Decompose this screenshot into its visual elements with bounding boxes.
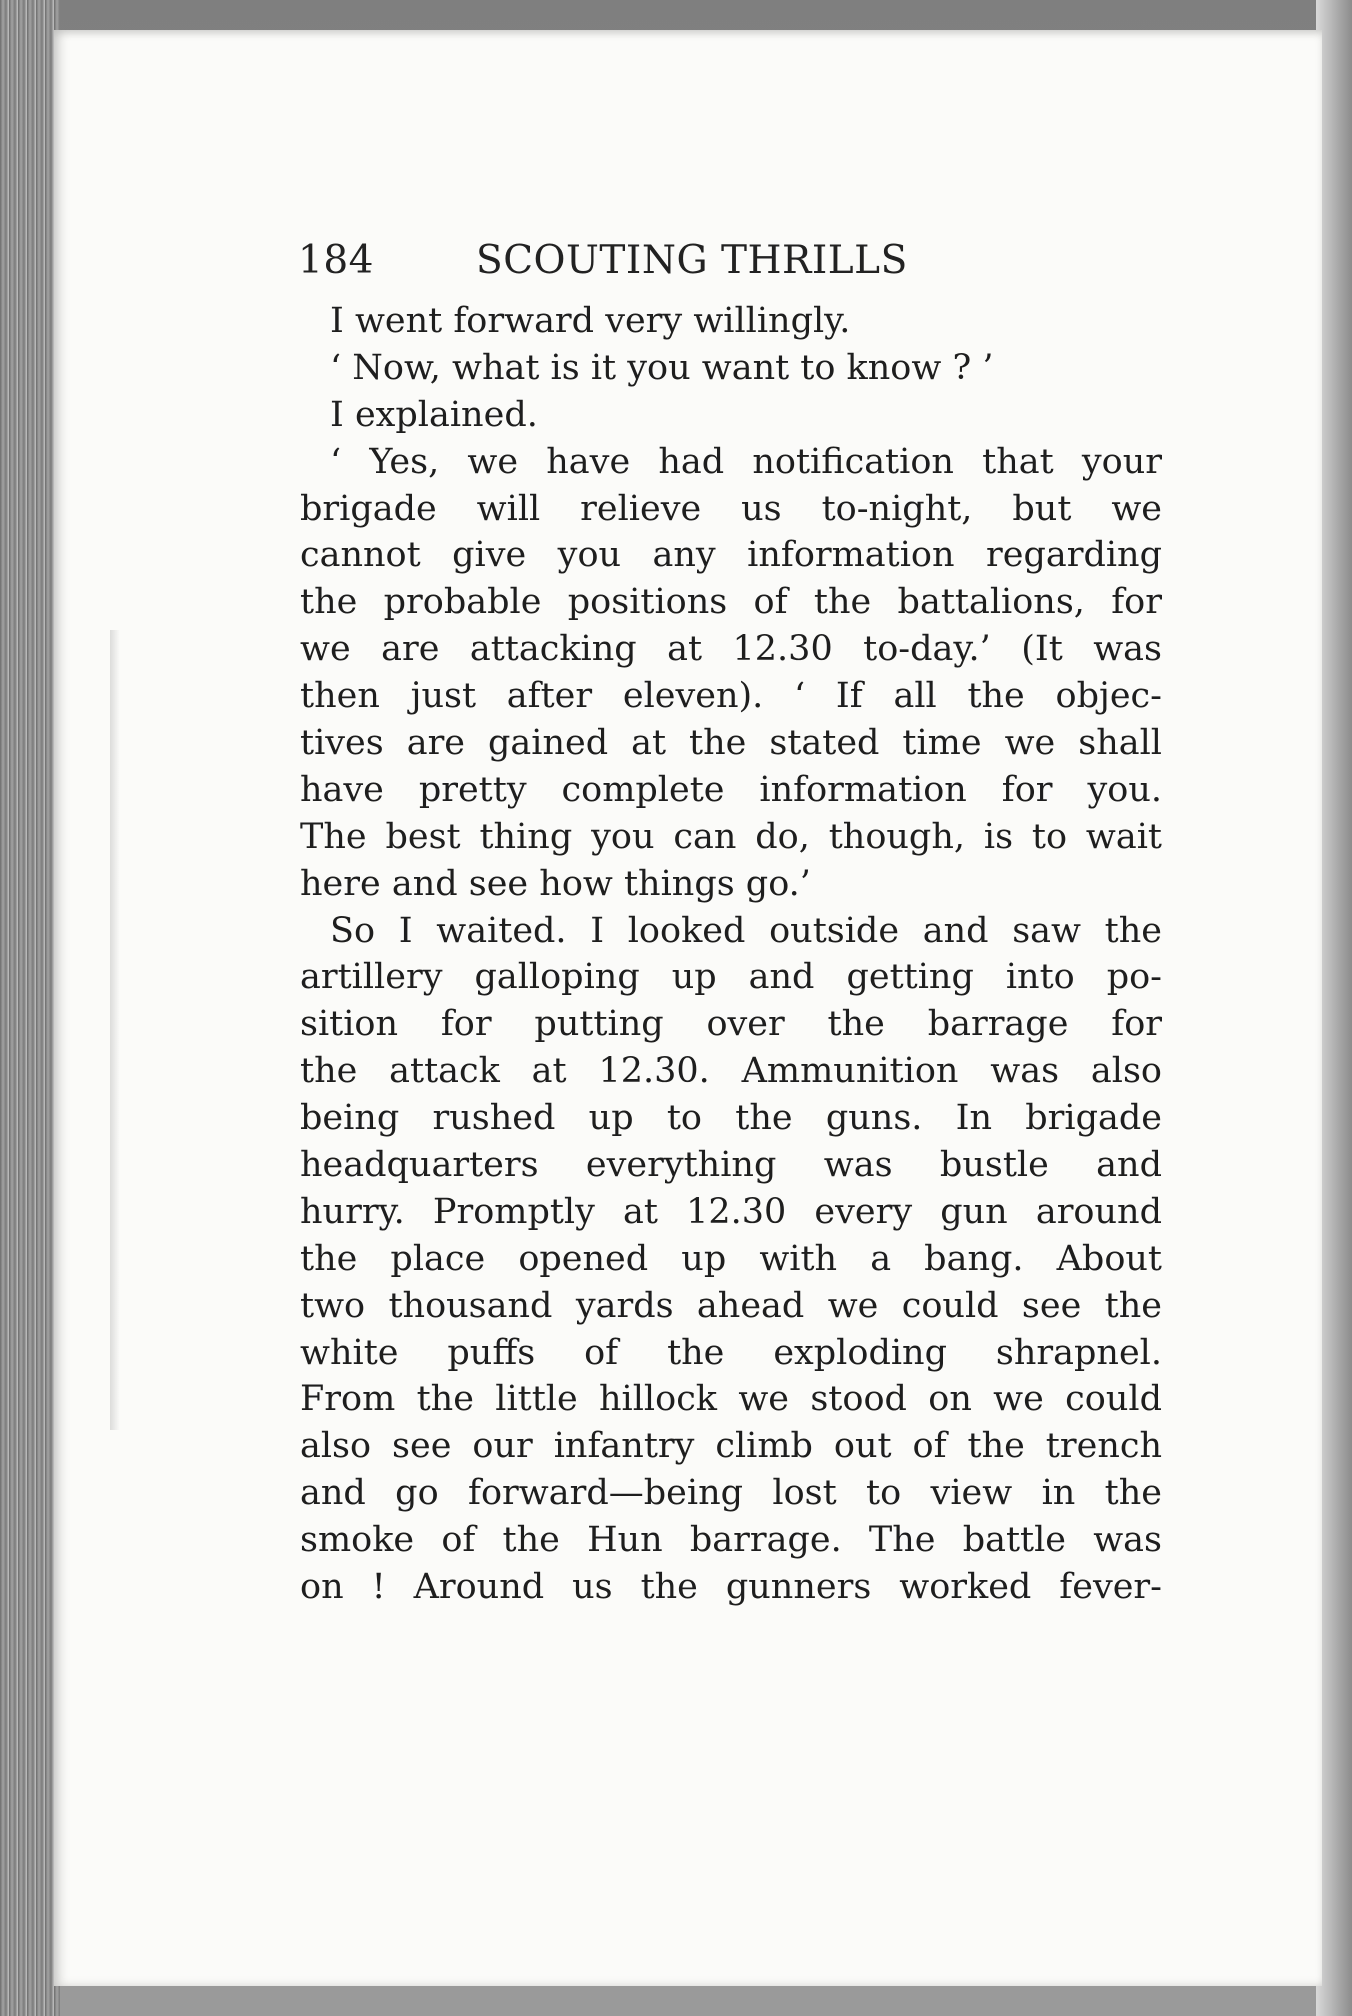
text-line: being rushed up to the guns. In brigade <box>300 1098 1162 1139</box>
running-title: SCOUTING THRILLS <box>476 238 908 283</box>
text-line: here and see how things go.’ <box>300 863 811 904</box>
body-text <box>300 298 1162 1611</box>
text-line: we are attacking at 12.30 to-day.’ (It was <box>300 629 1162 670</box>
text-line: brigade will relieve us to-night, but we <box>300 488 1162 529</box>
text-line: hurry. Promptly at 12.30 every gun around <box>300 1191 1162 1232</box>
text-line: ‘ Now, what is it you want to know ? ’ <box>330 347 994 388</box>
text-line: I went forward very willingly. <box>330 301 851 341</box>
running-head <box>298 238 1068 298</box>
text-line: tives are gained at the stated time we shall <box>300 723 1162 764</box>
text-line: From the little hillock we stood on we could <box>300 1379 1162 1420</box>
text-line: then just after eleven). ‘ If all the objec- <box>300 676 1162 717</box>
page-number: 184 <box>298 238 374 283</box>
text-line: I explained. <box>330 394 538 435</box>
text-line: smoke of the Hun barrage. The battle was <box>300 1520 1162 1561</box>
book-page-edges-left <box>0 0 60 2016</box>
text-line: ‘ Yes, we have had notification that your <box>330 441 1162 482</box>
text-line: the place opened up with a bang. About <box>300 1238 1162 1279</box>
book-page <box>54 30 1322 1986</box>
gutter-shadow <box>110 630 120 1430</box>
text-line: The best thing you can do, though, is to wait <box>300 816 1162 857</box>
text-line: on ! Around us the gunners worked fever- <box>300 1567 1162 1608</box>
text-line: have pretty complete information for you. <box>300 769 1162 810</box>
text-line: the attack at 12.30. Ammunition was also <box>300 1051 1162 1092</box>
text-line: white puffs of the exploding shrapnel. <box>300 1332 1162 1373</box>
text-line: So I waited. I looked outside and saw the <box>330 910 1162 951</box>
text-line: artillery galloping up and getting into po- <box>300 957 1162 998</box>
text-line: cannot give you any information regarding <box>300 535 1162 576</box>
text-line: two thousand yards ahead we could see the <box>300 1285 1162 1326</box>
text-line: sition for putting over the barrage for <box>300 1004 1162 1045</box>
text-line: headquarters everything was bustle and <box>300 1145 1162 1186</box>
text-line: and go forward—being lost to view in the <box>300 1473 1162 1514</box>
text-line: the probable positions of the battalions, for <box>300 582 1162 623</box>
text-line: also see our infantry climb out of the trench <box>300 1426 1162 1467</box>
